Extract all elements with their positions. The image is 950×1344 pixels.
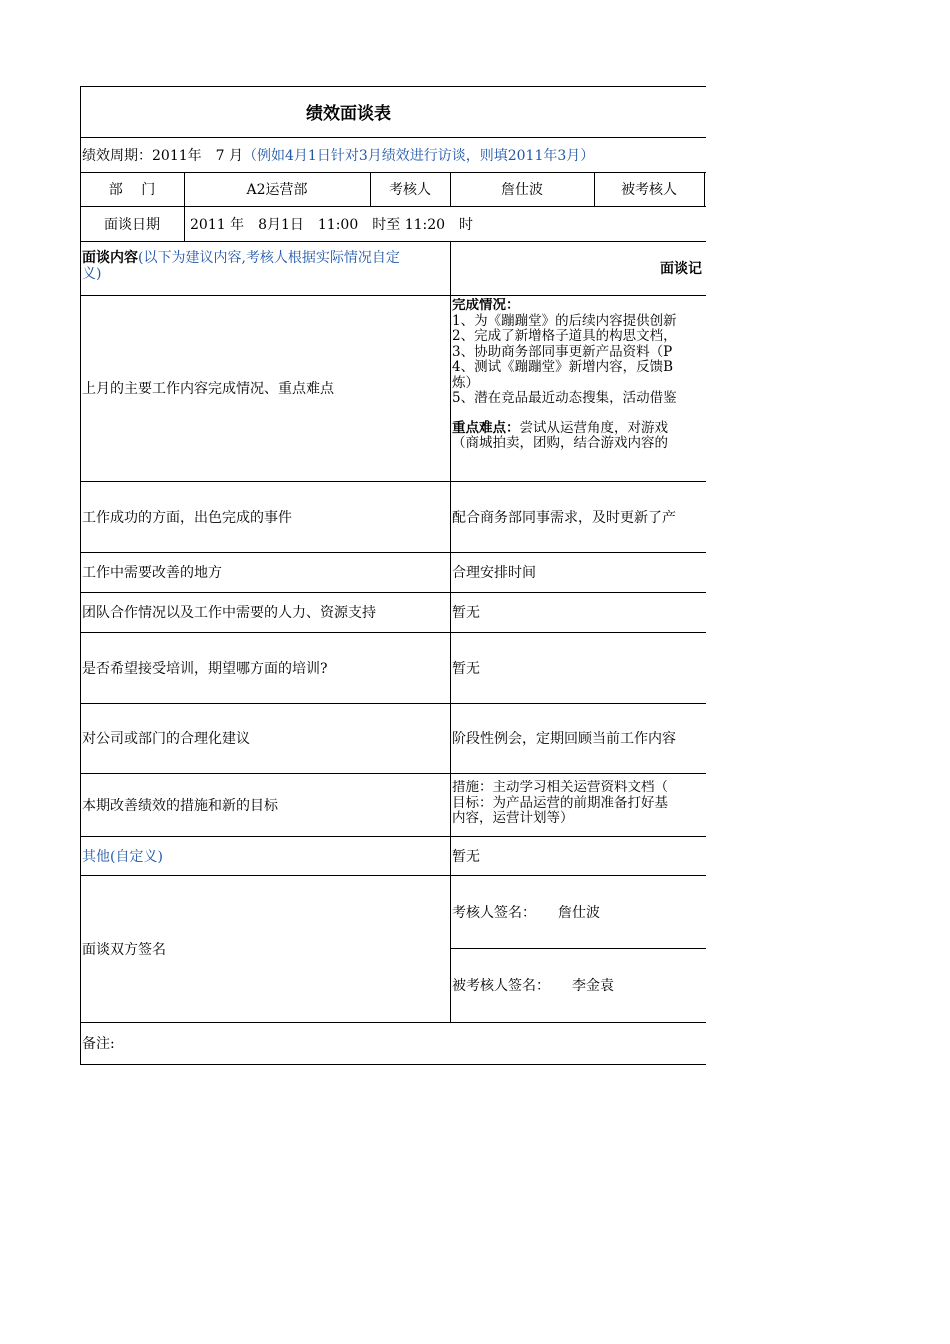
row4-label: 团队合作情况以及工作中需要的人力、资源支持: [82, 605, 376, 621]
grid-line: [704, 172, 705, 206]
row8-value: 暂无: [452, 848, 480, 865]
assessee-sign-label: 被考核人签名：: [452, 978, 550, 994]
row2-value: 配合商务部同事需求，及时更新了产: [452, 509, 676, 526]
period-note: （例如4月1日针对3月绩效进行访谈，则填2011年3月）: [243, 147, 595, 164]
row1-heading: 完成情况：: [452, 298, 520, 313]
row6-label: 对公司或部门的合理化建议: [82, 731, 250, 747]
row7-record: [450, 780, 706, 834]
date-value: 2011 年 8月1日 11:00 时至 11:20 时: [190, 216, 474, 233]
row4-value: 暂无: [452, 605, 480, 621]
assessee-label: 被考核人: [621, 182, 677, 198]
row1-line: 4、测试《蹦蹦堂》新增内容，反馈B: [452, 359, 674, 375]
row1-label: 上月的主要工作内容完成情况、重点难点: [82, 381, 334, 397]
row1-diff-line: （商城拍卖，团购，结合游戏内容的: [452, 435, 668, 451]
dept-label: 部 门: [108, 182, 156, 198]
content-label: 面谈内容: [82, 250, 138, 266]
period-label: 绩效周期：2011年 7 月: [82, 147, 243, 164]
row3-value: 合理安排时间: [452, 565, 536, 581]
row8-label: 其他(自定义): [82, 848, 163, 865]
row1-line: 2、完成了新增格子道具的构思文档，: [452, 328, 677, 344]
row1-line: 5、潜在竞品最近动态搜集，活动借鉴: [452, 390, 677, 406]
sign-label: 面谈双方签名: [82, 941, 166, 958]
row7-line: 内容，运营计划等）: [452, 810, 574, 826]
assessor-value: 詹仕波: [501, 182, 543, 198]
grid-line: [80, 1064, 706, 1065]
assessee-sign-value: 李金袁: [572, 978, 614, 994]
interview-form-sheet: [80, 86, 706, 1066]
period-row: [80, 137, 706, 172]
row5-label: 是否希望接受培训，期望哪方面的培训?: [82, 660, 328, 677]
assessee-sign: [450, 948, 706, 1022]
row2-label: 工作成功的方面，出色完成的事件: [82, 509, 292, 526]
form-title: 绩效面谈表: [306, 104, 391, 124]
row5-value: 暂无: [452, 660, 480, 677]
row1-line: 炼）: [452, 374, 479, 391]
row1-record: [450, 298, 706, 478]
remark-label: 备注:: [82, 1036, 115, 1052]
row6-value: 阶段性例会，定期回顾当前工作内容: [452, 731, 676, 747]
row1-diff-heading: 重点难点：: [452, 419, 520, 436]
row7-line: 目标：为产品运营的前期准备打好基: [452, 794, 668, 811]
row1-line: 3、协助商务部同事更新产品资料（P: [452, 343, 673, 360]
assessor-sign: [450, 875, 706, 948]
row7-label: 本期改善绩效的措施和新的目标: [82, 797, 278, 814]
dept-value: A2运营部: [246, 182, 308, 198]
row1-line: 1、为《蹦蹦堂》的后续内容提供创新: [452, 312, 677, 329]
row7-line: 措施：主动学习相关运营资料文档（: [452, 780, 668, 795]
record-header: 面谈记: [660, 261, 702, 277]
row1-diff-line: 尝试从运营角度，对游戏: [519, 419, 668, 436]
content-note-cont: 义): [82, 266, 102, 282]
content-note: (以下为建议内容,考核人根据实际情况自定: [138, 250, 400, 266]
row3-label: 工作中需要改善的地方: [82, 565, 222, 581]
assessor-sign-value: 詹仕波: [558, 904, 600, 921]
date-label: 面谈日期: [104, 216, 160, 233]
assessor-label: 考核人: [389, 182, 431, 198]
assessor-sign-label: 考核人签名：: [452, 904, 536, 921]
content-header: [80, 241, 450, 295]
